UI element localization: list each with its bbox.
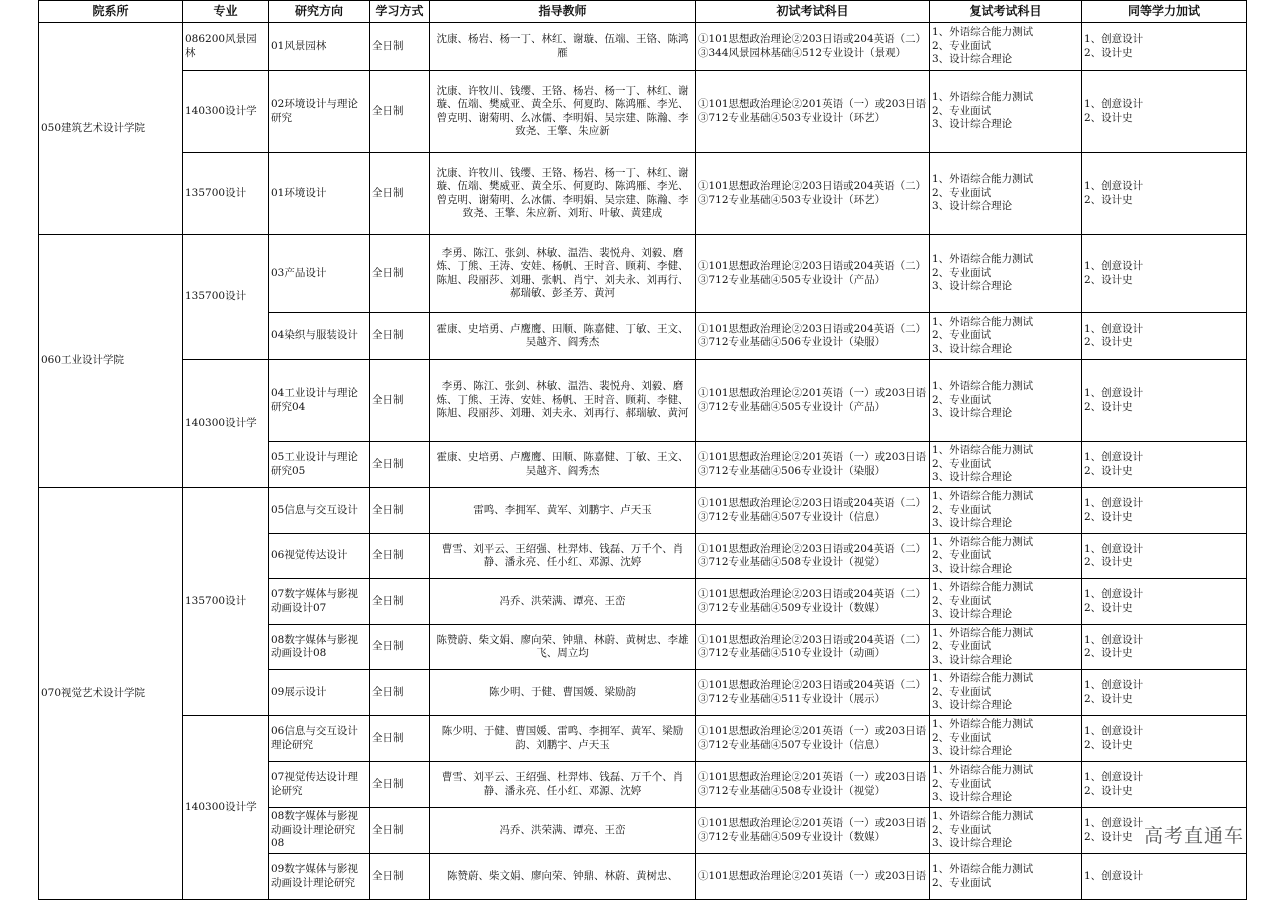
exam-cell: ①101思想政治理论②201英语（一）或203日语 ③712专业基础④506专业设计（染服） [696, 442, 930, 488]
header-retest: 复试考试科目 [930, 1, 1082, 23]
mode-cell: 全日制 [370, 716, 430, 762]
major-cell: 140300设计学 [183, 360, 269, 488]
teachers-cell: 陈少明、于健、曹国媛、雷鸣、李拥军、黄军、梁励韵、刘鹏宇、卢天玉 [430, 716, 696, 762]
major-cell: 140300设计学 [183, 716, 269, 900]
teachers-cell: 李勇、陈江、张剑、林敏、温浩、裴悦舟、刘毅、磨炼、丁熊、王涛、安娃、杨帆、王时音、顾莉、李健、陈旭、段丽莎、刘珊、张帆、肖宁、刘夫永、刘再行、郝瑞敏、彭圣芳、黄河 [430, 235, 696, 313]
direction-cell: 01环境设计 [269, 153, 370, 235]
header-college: 院系所 [39, 1, 183, 23]
direction-cell: 05工业设计与理论研究05 [269, 442, 370, 488]
exam-cell: ①101思想政治理论②203日语或204英语（二） ③712专业基础④511专业设计（展示） [696, 670, 930, 716]
teachers-cell: 陈少明、于健、曹国媛、梁励韵 [430, 670, 696, 716]
college-cell: 060工业设计学院 [39, 235, 183, 488]
extra-cell: 1、创意设计 2、设计史 [1082, 23, 1247, 71]
mode-cell: 全日制 [370, 625, 430, 670]
mode-cell: 全日制 [370, 854, 430, 900]
teachers-cell: 沈康、杨岩、杨一丁、林红、谢璇、伍端、王铬、陈鸿雁 [430, 23, 696, 71]
extra-cell: 1、创意设计 [1082, 854, 1247, 900]
header-teachers: 指导教师 [430, 1, 696, 23]
header-direction: 研究方向 [269, 1, 370, 23]
direction-cell: 09数字媒体与影视动画设计理论研究 [269, 854, 370, 900]
mode-cell: 全日制 [370, 360, 430, 442]
mode-cell: 全日制 [370, 808, 430, 854]
exam-cell: ①101思想政治理论②203日语或204英语（二） ③712专业基础④509专业设计（数媒） [696, 579, 930, 625]
mode-cell: 全日制 [370, 23, 430, 71]
retest-cell: 1、外语综合能力测试 2、专业面试 3、设计综合理论 [930, 23, 1082, 71]
extra-cell: 1、创意设计 2、设计史 [1082, 71, 1247, 153]
direction-cell: 05信息与交互设计 [269, 488, 370, 534]
exam-cell: ①101思想政治理论②201英语（一）或203日语 ③712专业基础④505专业设计（产品） [696, 360, 930, 442]
major-cell: 135700设计 [183, 488, 269, 716]
retest-cell: 1、外语综合能力测试 2、专业面试 3、设计综合理论 [930, 235, 1082, 313]
retest-cell: 1、外语综合能力测试 2、专业面试 3、设计综合理论 [930, 808, 1082, 854]
retest-cell: 1、外语综合能力测试 2、专业面试 3、设计综合理论 [930, 670, 1082, 716]
exam-cell: ①101思想政治理论②203日语或204英语（二） ③712专业基础④510专业设计（动画） [696, 625, 930, 670]
extra-cell: 1、创意设计 2、设计史 [1082, 360, 1247, 442]
extra-cell: 1、创意设计 2、设计史 [1082, 808, 1247, 854]
retest-cell: 1、外语综合能力测试 2、专业面试 3、设计综合理论 [930, 716, 1082, 762]
teachers-cell: 霍康、史培勇、卢鹰鹰、田顺、陈嘉健、丁敏、王文、吴越齐、阎秀杰 [430, 442, 696, 488]
extra-cell: 1、创意设计 2、设计史 [1082, 442, 1247, 488]
retest-cell: 1、外语综合能力测试 2、专业面试 3、设计综合理论 [930, 762, 1082, 808]
exam-cell: ①101思想政治理论②203日语或204英语（二） ③712专业基础④508专业设计（视觉） [696, 534, 930, 579]
mode-cell: 全日制 [370, 488, 430, 534]
direction-cell: 04染织与服装设计 [269, 313, 370, 360]
retest-cell: 1、外语综合能力测试 2、专业面试 3、设计综合理论 [930, 153, 1082, 235]
mode-cell: 全日制 [370, 762, 430, 808]
exam-cell: ①101思想政治理论②203日语或204英语（二） ③712专业基础④507专业设计（信息） [696, 488, 930, 534]
mode-cell: 全日制 [370, 534, 430, 579]
mode-cell: 全日制 [370, 313, 430, 360]
mode-cell: 全日制 [370, 71, 430, 153]
exam-cell: ①101思想政治理论②201英语（一）或203日语 ③712专业基础④508专业设计（视觉） [696, 762, 930, 808]
extra-cell: 1、创意设计 2、设计史 [1082, 579, 1247, 625]
retest-cell: 1、外语综合能力测试 2、专业面试 [930, 854, 1082, 900]
exam-cell: ①101思想政治理论②203日语或204英语（二） ③344风景园林基础④512专业设计（景观） [696, 23, 930, 71]
college-cell: 070视觉艺术设计学院 [39, 488, 183, 900]
teachers-cell: 冯乔、洪荣满、谭亮、王峦 [430, 579, 696, 625]
table-row [39, 153, 1247, 235]
teachers-cell: 陈赞蔚、柴文娟、廖向荣、钟鼎、林蔚、黄树忠、 [430, 854, 696, 900]
major-cell: 135700设计 [183, 153, 269, 235]
extra-cell: 1、创意设计 2、设计史 [1082, 625, 1247, 670]
extra-cell: 1、创意设计 2、设计史 [1082, 235, 1247, 313]
teachers-cell: 冯乔、洪荣满、谭亮、王峦 [430, 808, 696, 854]
table-row [39, 235, 1247, 313]
watermark: 高考直通车 [1144, 825, 1245, 847]
extra-cell: 1、创意设计 2、设计史 [1082, 762, 1247, 808]
exam-cell: ①101思想政治理论②201英语（一）或203日语 ③712专业基础④509专业设计（数媒） [696, 808, 930, 854]
direction-cell: 06视觉传达设计 [269, 534, 370, 579]
table-row [39, 360, 1247, 442]
exam-cell: ①101思想政治理论②201英语（一）或203日语 ③712专业基础④507专业设计（信息） [696, 716, 930, 762]
retest-cell: 1、外语综合能力测试 2、专业面试 3、设计综合理论 [930, 579, 1082, 625]
major-cell: 086200风景园林 [183, 23, 269, 71]
exam-cell: ①101思想政治理论②203日语或204英语（二） ③712专业基础④505专业设计（产品） [696, 235, 930, 313]
header-extra: 同等学力加试 [1082, 1, 1247, 23]
direction-cell: 04工业设计与理论研究04 [269, 360, 370, 442]
retest-cell: 1、外语综合能力测试 2、专业面试 3、设计综合理论 [930, 360, 1082, 442]
header-row [39, 1, 1247, 23]
extra-cell: 1、创意设计 2、设计史 [1082, 716, 1247, 762]
extra-cell: 1、创意设计 2、设计史 [1082, 534, 1247, 579]
retest-cell: 1、外语综合能力测试 2、专业面试 3、设计综合理论 [930, 534, 1082, 579]
mode-cell: 全日制 [370, 579, 430, 625]
retest-cell: 1、外语综合能力测试 2、专业面试 3、设计综合理论 [930, 442, 1082, 488]
college-cell: 050建筑艺术设计学院 [39, 23, 183, 235]
direction-cell: 07视觉传达设计理论研究 [269, 762, 370, 808]
retest-cell: 1、外语综合能力测试 2、专业面试 3、设计综合理论 [930, 71, 1082, 153]
extra-cell: 1、创意设计 2、设计史 [1082, 488, 1247, 534]
extra-cell: 1、创意设计 2、设计史 [1082, 153, 1247, 235]
direction-cell: 02环境设计与理论研究 [269, 71, 370, 153]
teachers-cell: 雷鸣、李拥军、黄军、刘鹏宇、卢天玉 [430, 488, 696, 534]
table-row [39, 488, 1247, 534]
exam-cell: ①101思想政治理论②201英语（一）或203日语 ③712专业基础④503专业设计（环艺） [696, 71, 930, 153]
exam-cell: ①101思想政治理论②203日语或204英语（二） ③712专业基础④503专业设计（环艺） [696, 153, 930, 235]
teachers-cell: 陈赞蔚、柴文娟、廖向荣、钟鼎、林蔚、黄树忠、李雄飞、周立均 [430, 625, 696, 670]
direction-cell: 08数字媒体与影视动画设计理论研究08 [269, 808, 370, 854]
table-row [39, 716, 1247, 762]
teachers-cell: 沈康、许牧川、钱缨、王铬、杨岩、杨一丁、林红、谢璇、伍端、樊威亚、黄全乐、何夏昀、陈鸿雁、李光、曾克明、谢菊明、么冰儒、李明娟、吴宗建、陈瀚、李致尧、王擎、朱应新、刘珩、叶敏、黄建成 [430, 153, 696, 235]
major-cell: 140300设计学 [183, 71, 269, 153]
retest-cell: 1、外语综合能力测试 2、专业面试 3、设计综合理论 [930, 488, 1082, 534]
teachers-cell: 霍康、史培勇、卢鹰鹰、田顺、陈嘉健、丁敏、王文、吴越齐、阎秀杰 [430, 313, 696, 360]
major-cell: 135700设计 [183, 235, 269, 360]
direction-cell: 03产品设计 [269, 235, 370, 313]
exam-cell: ①101思想政治理论②201英语（一）或203日语 [696, 854, 930, 900]
header-exam: 初试考试科目 [696, 1, 930, 23]
teachers-cell: 李勇、陈江、张剑、林敏、温浩、裴悦舟、刘毅、磨炼、丁熊、王涛、安娃、杨帆、王时音、顾莉、李健、陈旭、段丽莎、刘珊、刘夫永、刘再行、郝瑞敏、黄河 [430, 360, 696, 442]
mode-cell: 全日制 [370, 153, 430, 235]
extra-cell: 1、创意设计 2、设计史 [1082, 313, 1247, 360]
teachers-cell: 沈康、许牧川、钱缨、王铬、杨岩、杨一丁、林红、谢璇、伍端、樊威亚、黄全乐、何夏昀、陈鸿雁、李光、曾克明、谢菊明、么冰儒、李明娟、吴宗建、陈瀚、李致尧、王擎、朱应新 [430, 71, 696, 153]
direction-cell: 08数字媒体与影视动画设计08 [269, 625, 370, 670]
direction-cell: 06信息与交互设计理论研究 [269, 716, 370, 762]
header-major: 专业 [183, 1, 269, 23]
retest-cell: 1、外语综合能力测试 2、专业面试 3、设计综合理论 [930, 313, 1082, 360]
table-body [39, 23, 1247, 900]
table-row [39, 23, 1247, 71]
direction-cell: 09展示设计 [269, 670, 370, 716]
direction-cell: 07数字媒体与影视动画设计07 [269, 579, 370, 625]
retest-cell: 1、外语综合能力测试 2、专业面试 3、设计综合理论 [930, 625, 1082, 670]
extra-cell: 1、创意设计 2、设计史 [1082, 670, 1247, 716]
mode-cell: 全日制 [370, 442, 430, 488]
header-mode: 学习方式 [370, 1, 430, 23]
admissions-table [38, 0, 1247, 900]
teachers-cell: 曹雪、刘平云、王绍强、杜羿炜、钱磊、万千个、肖静、潘永亮、任小红、邓源、沈婷 [430, 534, 696, 579]
teachers-cell: 曹雪、刘平云、王绍强、杜羿炜、钱磊、万千个、肖静、潘永亮、任小红、邓源、沈婷 [430, 762, 696, 808]
direction-cell: 01风景园林 [269, 23, 370, 71]
exam-cell: ①101思想政治理论②203日语或204英语（二） ③712专业基础④506专业设计（染服） [696, 313, 930, 360]
table-row [39, 71, 1247, 153]
mode-cell: 全日制 [370, 235, 430, 313]
mode-cell: 全日制 [370, 670, 430, 716]
